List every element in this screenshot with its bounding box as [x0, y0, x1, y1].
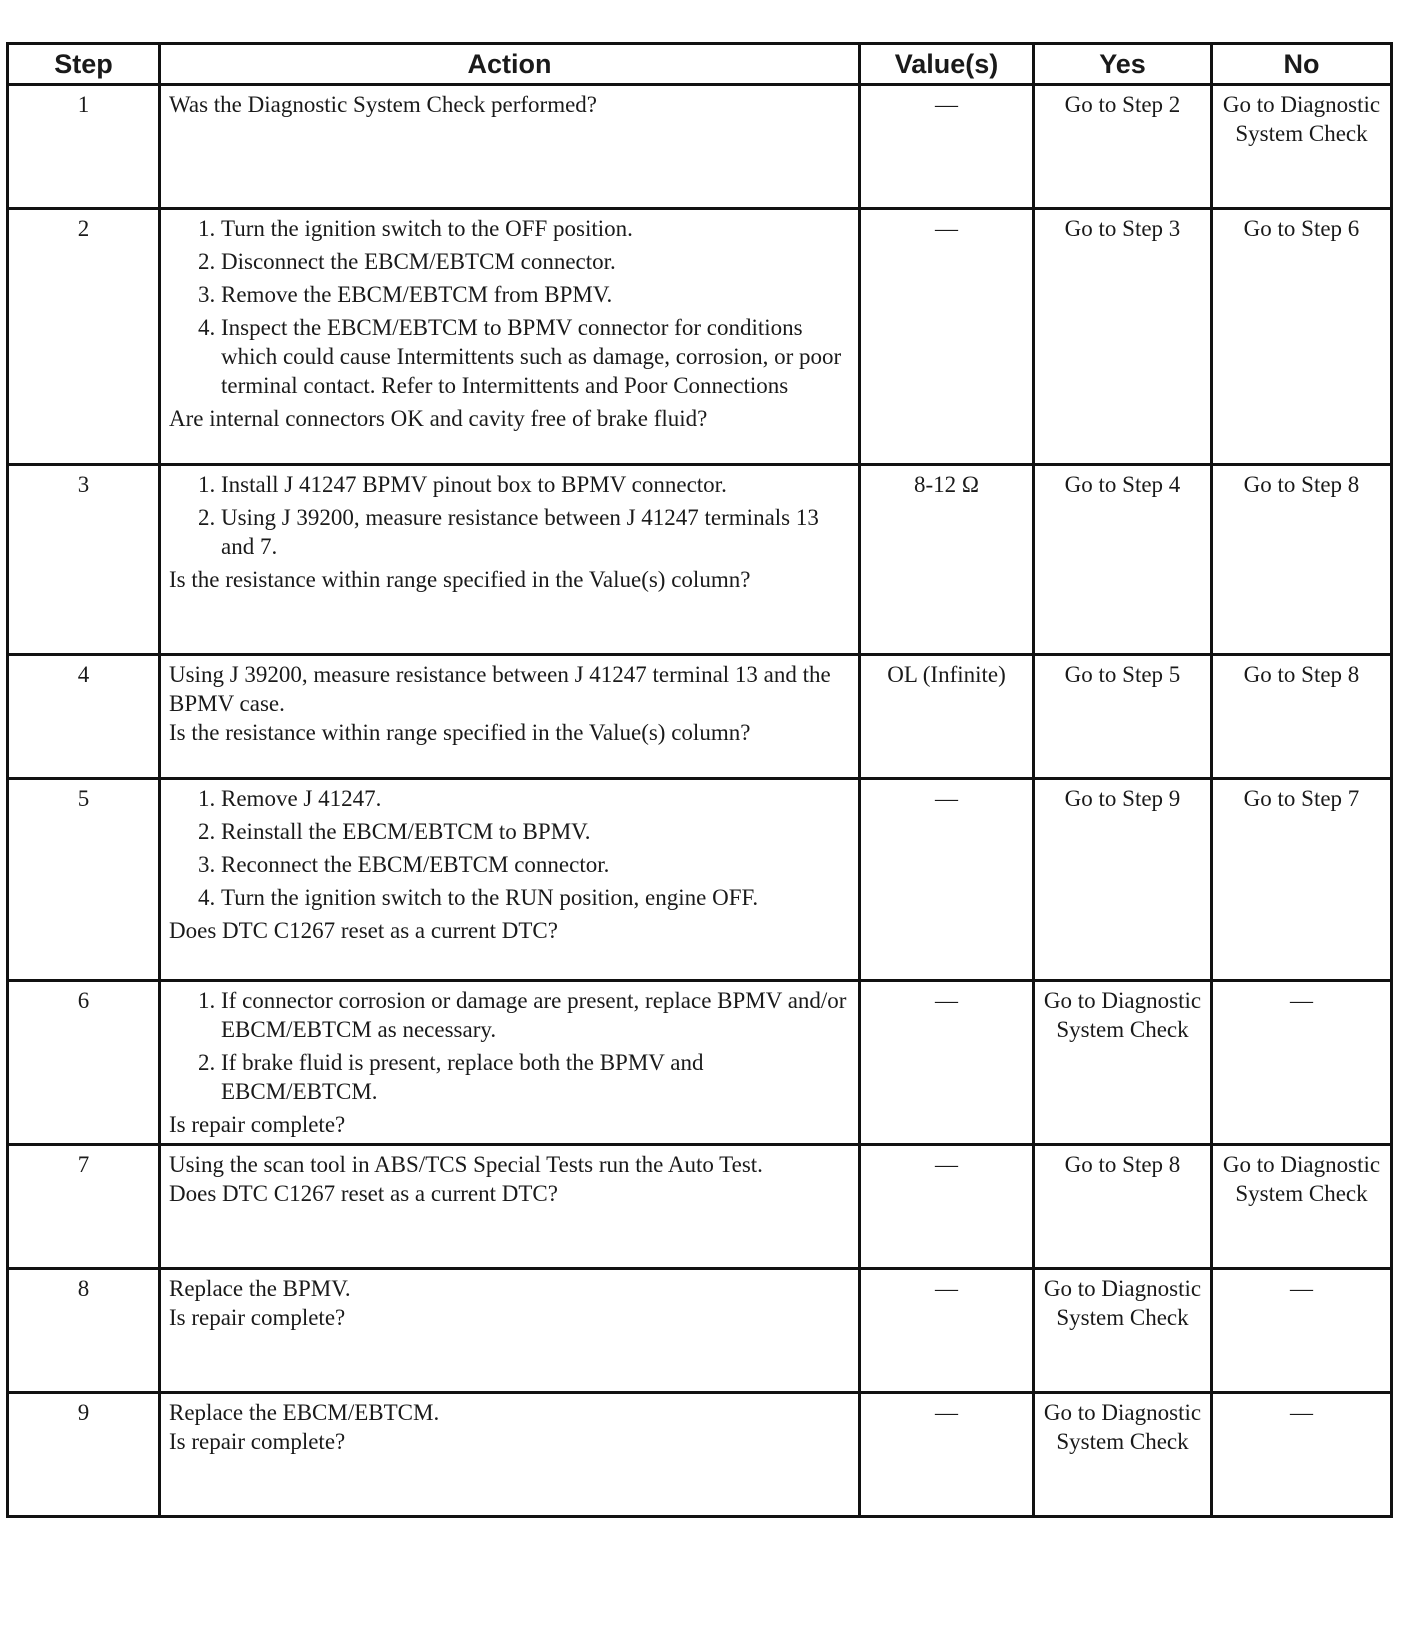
action-text: Does DTC C1267 reset as a current DTC? — [169, 918, 558, 943]
no-cell: — — [1212, 1393, 1392, 1517]
action-text: Are internal connectors OK and cavity free of brake fluid? — [169, 406, 708, 431]
substep-item: 1. Install J 41247 BPMV pinout box to BPMV connector. — [221, 470, 850, 499]
yes-cell: Go to Step 9 — [1034, 779, 1212, 981]
value-cell: OL (Infinite) — [860, 655, 1034, 779]
no-cell: — — [1212, 981, 1392, 1145]
substep-item: 1. Remove J 41247. — [221, 784, 850, 813]
action-cell — [160, 981, 860, 1145]
value-cell: — — [860, 209, 1034, 465]
no-cell: Go to Step 6 — [1212, 209, 1392, 465]
step-number: 1 — [8, 85, 160, 209]
header-action: Action — [160, 44, 860, 85]
action-cell — [160, 779, 860, 981]
value-cell: 8-12 Ω — [860, 465, 1034, 655]
header-values: Value(s) — [860, 44, 1034, 85]
action-text: Is repair complete? — [169, 1429, 346, 1454]
substep-item: 4. Turn the ignition switch to the RUN position, engine OFF. — [221, 883, 850, 912]
value-cell: — — [860, 779, 1034, 981]
no-cell: Go to Step 8 — [1212, 465, 1392, 655]
value-cell: — — [860, 1145, 1034, 1269]
action-cell — [160, 465, 860, 655]
table-row — [8, 209, 1392, 465]
step-number: 3 — [8, 465, 160, 655]
action-text: Is repair complete? — [169, 1305, 346, 1330]
action-text: Replace the EBCM/EBTCM. — [169, 1400, 440, 1425]
action-text: Is the resistance within range specified in the Value(s) column? — [169, 720, 751, 745]
substep-item: 2. If brake fluid is present, replace both the BPMV and EBCM/EBTCM. — [221, 1048, 850, 1106]
yes-cell: Go to Step 8 — [1034, 1145, 1212, 1269]
step-number: 6 — [8, 981, 160, 1145]
table-row — [8, 85, 1392, 209]
yes-cell: Go to Diagnostic System Check — [1034, 1269, 1212, 1393]
action-cell — [160, 1145, 860, 1269]
table-row — [8, 1269, 1392, 1393]
substep-item: 1. Turn the ignition switch to the OFF position. — [221, 214, 850, 243]
substep-item: 3. Reconnect the EBCM/EBTCM connector. — [221, 850, 850, 879]
action-cell — [160, 209, 860, 465]
substep-list — [169, 470, 850, 561]
no-cell: Go to Diagnostic System Check — [1212, 1145, 1392, 1269]
step-number: 2 — [8, 209, 160, 465]
action-text: Does DTC C1267 reset as a current DTC? — [169, 1181, 558, 1206]
action-text: Was the Diagnostic System Check performed? — [169, 92, 598, 117]
substep-item: 2. Disconnect the EBCM/EBTCM connector. — [221, 247, 850, 276]
table-row — [8, 465, 1392, 655]
no-cell: Go to Step 8 — [1212, 655, 1392, 779]
table-row — [8, 655, 1392, 779]
action-text: Using J 39200, measure resistance between J 41247 terminal 13 and the BPMV case. — [169, 662, 831, 716]
header-step: Step — [8, 44, 160, 85]
substep-item: 2. Using J 39200, measure resistance between J 41247 terminals 13 and 7. — [221, 503, 850, 561]
no-cell: — — [1212, 1269, 1392, 1393]
substep-list — [169, 986, 850, 1106]
diagnostic-table — [6, 42, 1393, 1518]
substep-item: 4. Inspect the EBCM/EBTCM to BPMV connector for conditions which could cause Intermittents such as damage, corrosion, or poor terminal contact. Refer to Intermittents and Poor Connections — [221, 313, 850, 400]
value-cell: — — [860, 85, 1034, 209]
step-number: 7 — [8, 1145, 160, 1269]
yes-cell: Go to Diagnostic System Check — [1034, 981, 1212, 1145]
value-cell: — — [860, 981, 1034, 1145]
action-text: Using the scan tool in ABS/TCS Special Tests run the Auto Test. — [169, 1152, 763, 1177]
yes-cell: Go to Step 3 — [1034, 209, 1212, 465]
header-yes: Yes — [1034, 44, 1212, 85]
step-number: 5 — [8, 779, 160, 981]
value-cell: — — [860, 1269, 1034, 1393]
action-cell — [160, 1393, 860, 1517]
table-header-row — [8, 44, 1392, 85]
yes-cell: Go to Diagnostic System Check — [1034, 1393, 1212, 1517]
step-number: 8 — [8, 1269, 160, 1393]
substep-item: 3. Remove the EBCM/EBTCM from BPMV. — [221, 280, 850, 309]
table-row — [8, 981, 1392, 1145]
yes-cell: Go to Step 2 — [1034, 85, 1212, 209]
yes-cell: Go to Step 5 — [1034, 655, 1212, 779]
step-number: 9 — [8, 1393, 160, 1517]
table-row — [8, 779, 1392, 981]
no-cell: Go to Step 7 — [1212, 779, 1392, 981]
value-cell: — — [860, 1393, 1034, 1517]
table-row — [8, 1145, 1392, 1269]
action-cell — [160, 1269, 860, 1393]
action-cell — [160, 85, 860, 209]
action-text: Is repair complete? — [169, 1112, 346, 1137]
action-text: Replace the BPMV. — [169, 1276, 351, 1301]
substep-item: 2. Reinstall the EBCM/EBTCM to BPMV. — [221, 817, 850, 846]
action-cell — [160, 655, 860, 779]
substep-list — [169, 214, 850, 400]
header-no: No — [1212, 44, 1392, 85]
table-body — [8, 85, 1392, 1517]
action-text: Is the resistance within range specified in the Value(s) column? — [169, 567, 751, 592]
yes-cell: Go to Step 4 — [1034, 465, 1212, 655]
table-row — [8, 1393, 1392, 1517]
no-cell: Go to Diagnostic System Check — [1212, 85, 1392, 209]
substep-list — [169, 784, 850, 912]
substep-item: 1. If connector corrosion or damage are present, replace BPMV and/or EBCM/EBTCM as necessary. — [221, 986, 850, 1044]
step-number: 4 — [8, 655, 160, 779]
